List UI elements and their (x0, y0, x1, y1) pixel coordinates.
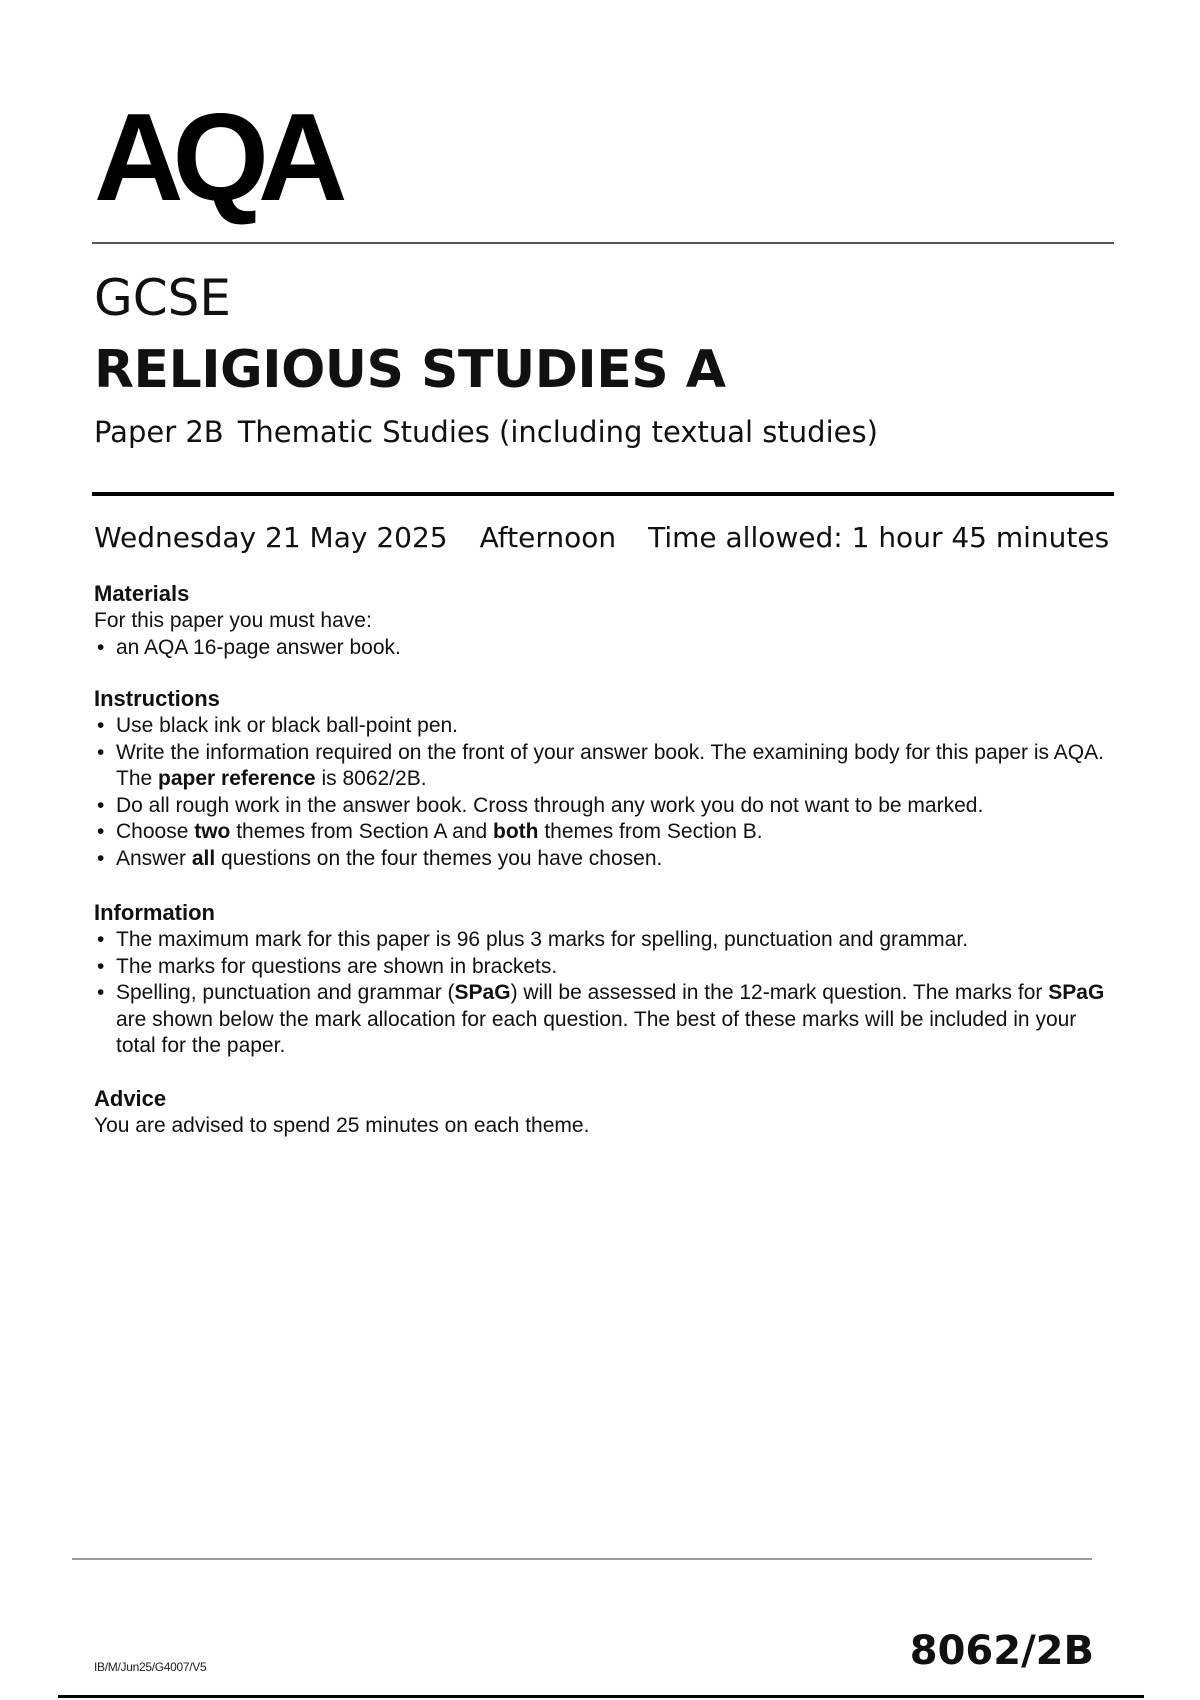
item-text: Write the information required on the front of your answer book. The examining body for this paper is AQA. The (116, 740, 1104, 790)
information-list (94, 927, 1114, 1060)
information-heading: Information (94, 900, 215, 925)
paper-code: Paper 2B (94, 415, 224, 449)
emphasis-text: all (191, 846, 216, 870)
list-item (94, 980, 1114, 1060)
list-item: • Use black ink or black ball-point pen. (94, 713, 1114, 740)
instructions-section (94, 685, 1114, 872)
page-bottom-rule (58, 1695, 1144, 1698)
materials-heading: Materials (94, 581, 190, 606)
footer-divider (72, 1558, 1092, 1560)
instructions-heading: Instructions (94, 686, 220, 711)
paper-code-footer: 8062/2B (909, 1628, 1094, 1674)
item-text: are shown below the mark allocation for each question. The best of these marks will be included in your total for the paper. (116, 1007, 1077, 1057)
qualification-title: GCSE (94, 269, 231, 327)
list-item (94, 846, 1114, 873)
instructions-list (94, 713, 1114, 872)
materials-list (94, 635, 1114, 662)
advice-section (94, 1085, 1114, 1140)
emphasis-text: two (194, 820, 231, 843)
paper-line (94, 412, 878, 452)
header-divider (92, 242, 1114, 244)
list-item (94, 740, 1114, 793)
item-text: is 8062/2B. (315, 767, 427, 790)
list-item: • Do all rough work in the answer book. Cross through any work you do not want to be marked. (94, 793, 1114, 820)
item-text: themes from Section A and (230, 820, 494, 843)
item-text: ) will be assessed in the 12-mark question. The marks for (510, 981, 1049, 1004)
item-text: themes from Section B. (538, 820, 763, 843)
document-reference: IB/M/Jun25/G4007/V5 (94, 1660, 207, 1674)
subject-title: RELIGIOUS STUDIES A (94, 340, 726, 400)
emphasis-text: paper reference (158, 767, 316, 790)
advice-heading: Advice (94, 1086, 167, 1111)
emphasis-text: SPaG (454, 981, 511, 1004)
exam-session: Afternoon (479, 521, 617, 554)
item-text: Answer (116, 846, 192, 870)
information-section (94, 899, 1114, 1060)
exam-date: Wednesday 21 May 2025 (94, 521, 448, 554)
materials-section (94, 580, 1114, 661)
item-text: questions on the four themes you have chosen. (215, 846, 663, 870)
title-divider (92, 492, 1114, 496)
list-item: • an AQA 16-page answer book. (94, 635, 1114, 662)
item-text: Spelling, punctuation and grammar ( (116, 981, 455, 1004)
paper-title: Thematic Studies (including textual studies) (237, 415, 878, 449)
aqa-logo: AQA (94, 89, 337, 227)
time-allowed: Time allowed: 1 hour 45 minutes (648, 521, 1110, 554)
item-text: Choose (116, 820, 195, 843)
advice-text: You are advised to spend 25 minutes on each theme. (94, 1114, 590, 1137)
list-item: • The marks for questions are shown in brackets. (94, 954, 1114, 981)
list-item (94, 819, 1114, 846)
list-item: • The maximum mark for this paper is 96 plus 3 marks for spelling, punctuation and grammar. (94, 927, 1114, 954)
emphasis-text: SPaG (1048, 981, 1105, 1004)
emphasis-text: both (493, 820, 539, 843)
exam-date-line (94, 518, 1109, 558)
materials-intro: For this paper you must have: (94, 609, 372, 632)
